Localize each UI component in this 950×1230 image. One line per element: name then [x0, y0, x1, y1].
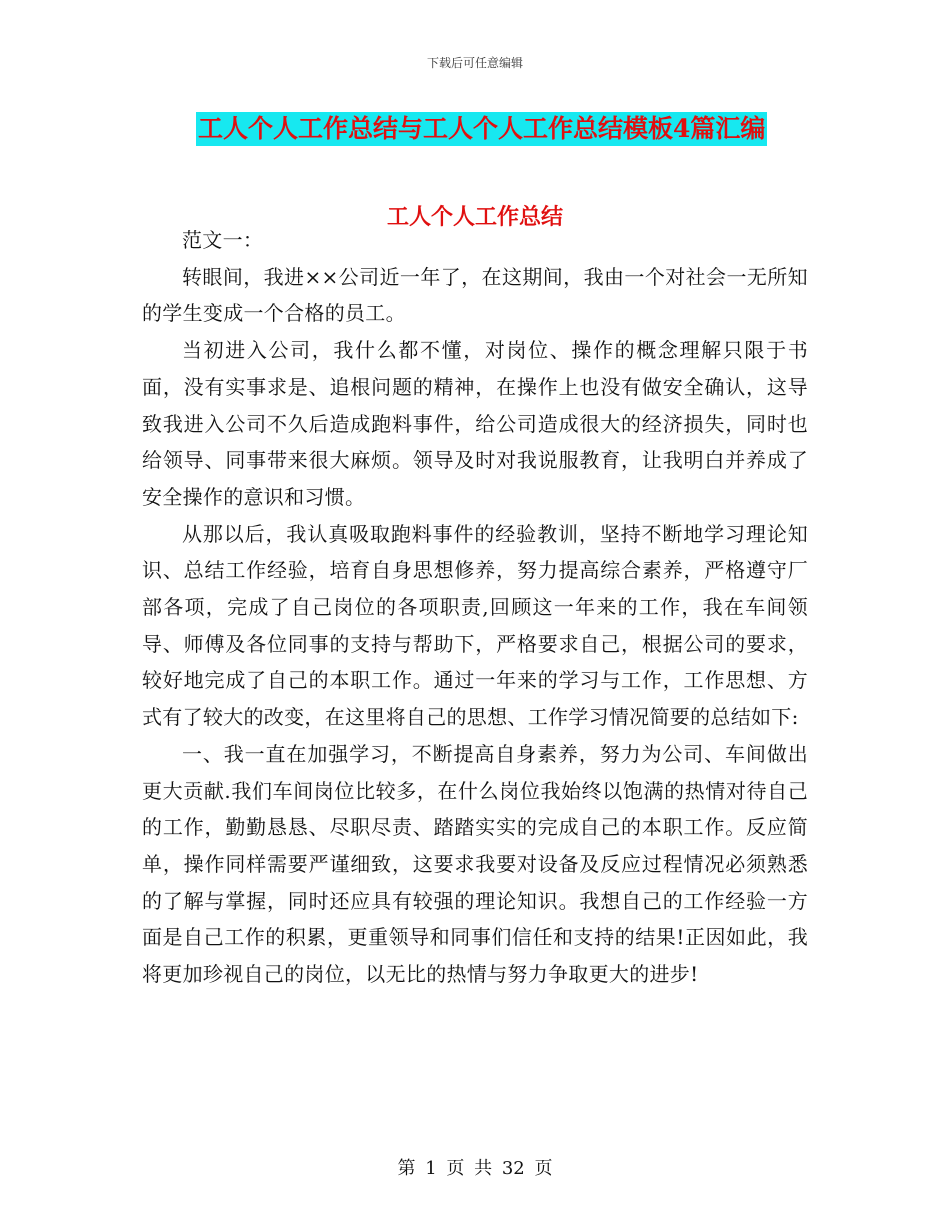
section-title: 工人个人工作总结 [386, 204, 563, 230]
paragraph: 当初进入公司，我什么都不懂，对岗位、操作的概念理解只限于书面，没有实事求是、追根问题的精神，在操作上也没有做安全确认，这导致我进入公司不久后造成跑料事件，给公司造成很大的经济损失，同时也给领导、同事带来很大麻烦。领导及时对我说服教育，让我明白并养成了安全操作的意识和习惯。 [142, 338, 808, 509]
paragraph: 范文一： [182, 228, 264, 252]
header-note: 下载后可任意编辑 [426, 56, 523, 70]
main-title: 工人个人工作总结与工人个人工作总结模板4篇汇编 [196, 112, 767, 146]
page-number-footer: 第 1 页 共 32 页 [397, 1158, 553, 1179]
paragraph: 从那以后，我认真吸取跑料事件的经验教训，坚持不断地学习理论知识、总结工作经验，培育自身思想修养，努力提高综合素养，严格遵守厂部各项，完成了自己岗位的各项职责,回顾这一年来的工作，我在车间领导、师傅及各位同事的支持与帮助下，严格要求自己，根据公司的要求，较好地完成了自己的本职工作。通过一年来的学习与工作，工作思想、方式有了较大的改变，在这里将自己的思想、工作学习情况简要的总结如下: [142, 521, 808, 730]
paragraph: 一、我一直在加强学习，不断提高自身素养，努力为公司、车间做出更大贡献.我们车间岗位比较多，在什么岗位我始终以饱满的热情对待自己的工作，勤勤恳恳、尽职尽责、踏踏实实的完成自己的本职工作。反应简单，操作同样需要严谨细致，这要求我要对设备及反应过程情况必须熟悉的了解与掌握，同时还应具有较强的理论知识。我想自己的工作经验一方面是自己工作的积累，更重领导和同事们信任和支持的结果!正因如此，我将更加珍视自己的岗位，以无比的热情与努力争取更大的进步! [142, 741, 808, 987]
paragraph: 转眼间，我进××公司近一年了，在这期间，我由一个对社会一无所知的学生变成一个合格的员工。 [142, 264, 808, 326]
body-text [142, 222, 808, 993]
